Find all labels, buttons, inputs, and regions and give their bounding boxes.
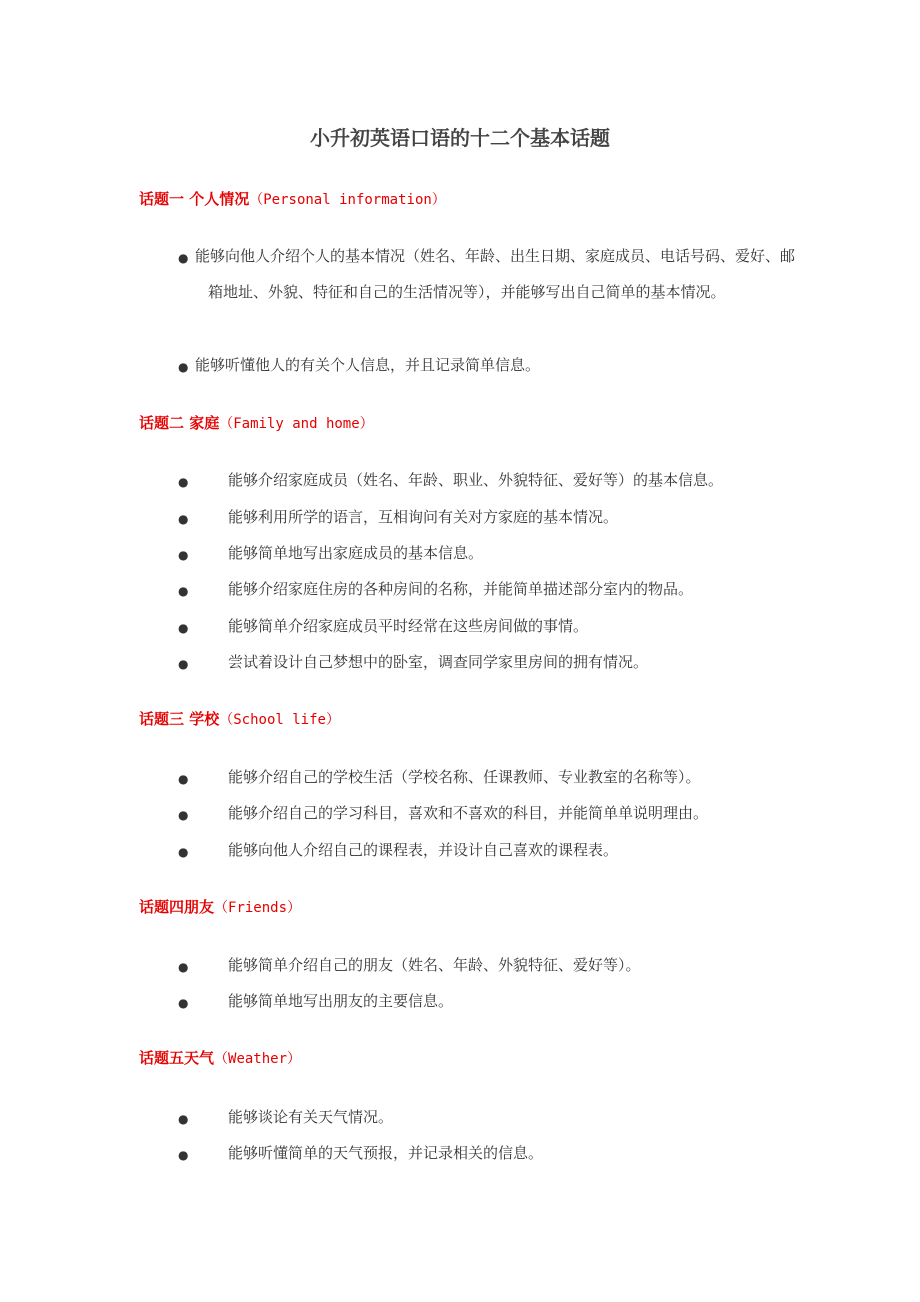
- list-item: 能够听懂他人的有关个人信息，并且记录简单信息。: [195, 356, 541, 374]
- bullet-icon: ●: [178, 548, 189, 562]
- page-title: 小升初英语口语的十二个基本话题: [310, 126, 610, 150]
- bullet-icon: ●: [178, 1112, 189, 1126]
- topic-2-heading: [139, 412, 374, 435]
- topic-5-heading-en: （Weather）: [214, 1051, 302, 1067]
- topic-2-heading-cn: 话题二 家庭: [139, 414, 220, 432]
- topic-4-heading: [139, 896, 301, 919]
- bullet-icon: ●: [178, 845, 189, 859]
- list-item: 能够利用所学的语言，互相询问有关对方家庭的基本情况。: [228, 508, 619, 526]
- bullet-icon: ●: [178, 772, 189, 786]
- list-item: 尝试着设计自己梦想中的卧室，调查同学家里房间的拥有情况。: [228, 653, 649, 671]
- bullet-icon: ●: [178, 808, 189, 822]
- bullet-icon: ●: [178, 475, 189, 489]
- list-item: 能够听懂简单的天气预报，并记录相关的信息。: [228, 1144, 544, 1162]
- list-item: [195, 238, 795, 310]
- topic-1-heading-en: （Personal information）: [249, 192, 446, 208]
- bullet-icon: ●: [178, 251, 189, 265]
- topic-5-heading-cn: 话题五天气: [139, 1049, 215, 1067]
- topic-4-heading-en: （Friends）: [214, 900, 302, 916]
- topic-1-heading: [139, 188, 446, 211]
- bullet-icon: ●: [178, 512, 189, 526]
- topic-4-heading-cn: 话题四朋友: [139, 898, 215, 916]
- topic-5-heading: [139, 1047, 301, 1070]
- list-item: 能够向他人介绍自己的课程表，并设计自己喜欢的课程表。: [228, 841, 619, 859]
- list-item: 能够谈论有关天气情况。: [228, 1108, 394, 1126]
- list-item: 能够介绍自己的学习科目，喜欢和不喜欢的科目，并能简单单说明理由。: [228, 804, 709, 822]
- topic-2-heading-en: （Family and home）: [219, 416, 374, 432]
- list-item-text: 能够向他人介绍个人的基本情况（姓名、年龄、出生日期、家庭成员、电话号码、爱好、邮箱地址、外貌、特征和自己的生活情况等），并能够写出自己简单的基本情况。: [195, 247, 796, 301]
- topic-3-heading-cn: 话题三 学校: [139, 710, 220, 728]
- list-item: 能够介绍自己的学校生活（学校名称、任课教师、专业教室的名称等）。: [228, 768, 701, 786]
- list-item: 能够介绍家庭成员（姓名、年龄、职业、外貌特征、爱好等）的基本信息。: [228, 471, 724, 489]
- bullet-icon: ●: [178, 1148, 189, 1162]
- topic-3-heading-en: （School life）: [219, 712, 340, 728]
- topic-1-heading-cn: 话题一 个人情况: [139, 190, 250, 208]
- list-item: 能够简单介绍自己的朋友（姓名、年龄、外貌特征、爱好等）。: [228, 956, 641, 974]
- bullet-icon: ●: [178, 360, 189, 374]
- bullet-icon: ●: [178, 657, 189, 671]
- list-item: 能够简单地写出家庭成员的基本信息。: [228, 544, 484, 562]
- list-item: 能够简单介绍家庭成员平时经常在这些房间做的事情。: [228, 617, 589, 635]
- bullet-icon: ●: [178, 621, 189, 635]
- bullet-icon: ●: [178, 996, 189, 1010]
- list-item: 能够介绍家庭住房的各种房间的名称，并能简单描述部分室内的物品。: [228, 580, 694, 598]
- bullet-icon: ●: [178, 960, 189, 974]
- list-item: 能够简单地写出朋友的主要信息。: [228, 992, 454, 1010]
- bullet-icon: ●: [178, 584, 189, 598]
- topic-3-heading: [139, 708, 340, 731]
